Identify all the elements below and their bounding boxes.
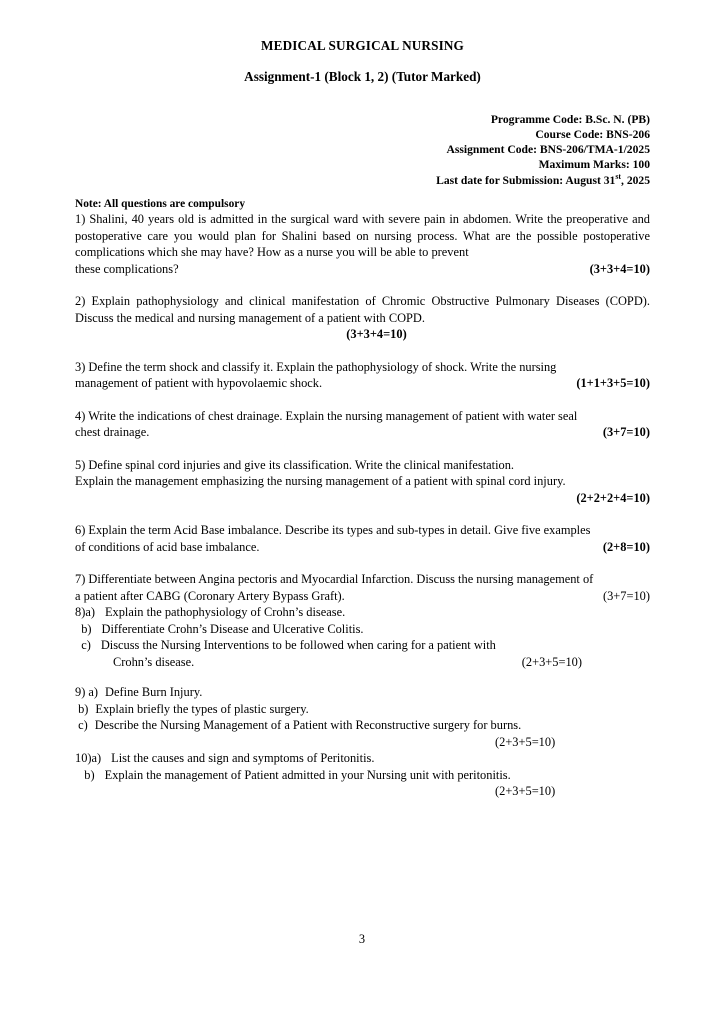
- meta-submission-ordinal: st: [615, 171, 622, 181]
- meta-maximum-marks: Maximum Marks: 100: [538, 158, 650, 172]
- question-3-body: 3) Define the term shock and classify it. Explain the pathophysiology of shock. Write the nursing: [75, 359, 557, 374]
- question-1-body: 1) Shalini, 40 years old is admitted in the surgical ward with severe pain in abdomen. Write the preoperative and postoperative care you would plan for Shalini based on nursing process. What are the possible postoperative complications which she may have? How as a nurse you will be able to prevent: [75, 212, 650, 260]
- question-9-item-b-text: Explain briefly the types of plastic surgery.: [95, 701, 309, 716]
- spacer: [75, 506, 650, 522]
- question-9-item-c-label: c): [75, 718, 88, 733]
- question-9-item-a-label: 9) a): [75, 685, 99, 700]
- question-4-marks: (3+7=10): [602, 425, 650, 440]
- question-6-line-1: 6) Explain the term Acid Base imbalance. Describe its types and sub-types in detail. Give five examples: [75, 523, 591, 538]
- question-7-line-1: 7) Differentiate between Angina pectoris and Myocardial Infarction. Discuss the nursing management of: [75, 572, 594, 587]
- question-5-line-2: Explain the management emphasizing the nursing management of a patient with spinal cord injury.: [75, 474, 566, 489]
- question-6-marks: (2+8=10): [602, 539, 650, 554]
- meta-course-code: Course Code: BNS-206: [535, 128, 650, 142]
- question-9: [75, 684, 650, 750]
- question-6: [75, 522, 650, 555]
- meta-submission-prefix: Last date for Submission: August 31: [436, 173, 616, 187]
- question-9-item-c-text: Describe the Nursing Management of a Patient with Reconstructive surgery for burns.: [94, 718, 522, 733]
- question-9-item-a-text: Define Burn Injury.: [105, 685, 203, 700]
- assignment-meta-block: [75, 112, 650, 187]
- meta-programme-code: Programme Code: B.Sc. N. (PB): [490, 113, 650, 127]
- spacer: [75, 277, 650, 293]
- question-2-body: 2) Explain pathophysiology and clinical manifestation of Chromic Obstructive Pulmonary Diseases (COPD). Discuss the medical and nursing management of a patient with COPD.: [75, 294, 650, 325]
- question-3-lastline: (1+1+3+5=10) management of patient with hypovolaemic shock.: [75, 376, 650, 391]
- question-8-continuation-line: (2+3+5=10) Crohn’s disease.: [113, 654, 582, 669]
- question-10-item-a-text: List the causes and sign and symptoms of Peritonitis.: [111, 751, 375, 766]
- question-10-marks: (2+3+5=10): [495, 784, 556, 799]
- meta-assignment-code: Assignment Code: BNS-206/TMA-1/2025: [446, 143, 650, 157]
- spacer: [75, 555, 650, 571]
- page-title: MEDICAL SURGICAL NURSING: [261, 38, 464, 53]
- compulsory-note: Note: All questions are compulsory: [75, 197, 246, 210]
- question-5-line-1: 5) Define spinal cord injuries and give its classification. Write the clinical manifestation.: [75, 457, 515, 472]
- question-8-item-a-text: Explain the pathophysiology of Crohn’s disease.: [104, 605, 346, 620]
- meta-submission-suffix: , 2025: [621, 173, 650, 187]
- question-8-item-b-label: b): [75, 621, 92, 636]
- question-7-marks: (3+7=10): [602, 588, 650, 603]
- meta-submission-date: [75, 173, 650, 188]
- question-8-item-c-label: c): [75, 638, 91, 653]
- question-9-item-c: [75, 717, 650, 734]
- question-9-item-a: [75, 684, 650, 701]
- question-1-marks: (3+3+4=10): [589, 261, 650, 276]
- question-8-item-b: [75, 621, 650, 638]
- spacer: [75, 670, 650, 684]
- question-10: [75, 750, 650, 800]
- question-8: [75, 604, 650, 670]
- question-1: [75, 211, 650, 277]
- question-8-item-a: [75, 604, 650, 621]
- question-7: [75, 571, 650, 604]
- question-10-item-a: [75, 750, 650, 767]
- page-number: 3: [358, 932, 366, 946]
- question-8-marks: (2+3+5=10): [521, 654, 582, 669]
- question-8-item-a-label: 8)a): [75, 605, 95, 620]
- spacer: [75, 441, 650, 457]
- question-2: [75, 293, 650, 326]
- question-9-item-b: [75, 701, 650, 718]
- question-8-item-b-text: Differentiate Crohn’s Disease and Ulcerative Colitis.: [101, 621, 364, 636]
- question-2-marks: (3+3+4=10): [346, 327, 407, 342]
- question-3: [75, 359, 650, 392]
- question-6-line-2: (2+8=10) of conditions of acid base imbalance.: [75, 539, 650, 554]
- page-subtitle: Assignment-1 (Block 1, 2) (Tutor Marked): [244, 69, 481, 85]
- spacer: [75, 392, 650, 408]
- question-10-item-b-text: Explain the management of Patient admitted in your Nursing unit with peritonitis.: [104, 767, 511, 782]
- question-9-marks: (2+3+5=10): [495, 734, 556, 749]
- question-10-item-a-label: 10)a): [75, 751, 102, 766]
- question-9-item-b-label: b): [75, 701, 89, 716]
- question-5-marks: (2+2+2+4=10): [576, 490, 650, 505]
- question-4-line-1: 4) Write the indications of chest drainage. Explain the nursing management of patient with water seal: [75, 408, 578, 423]
- question-4-line-2: (3+7=10) chest drainage.: [75, 425, 650, 440]
- question-8-item-c-text: Discuss the Nursing Interventions to be followed when caring for a patient with: [100, 638, 496, 653]
- question-5: [75, 457, 650, 490]
- question-1-lastline: (3+3+4=10) these complications?: [75, 261, 650, 276]
- spacer: [75, 343, 650, 359]
- question-3-marks: (1+1+3+5=10): [576, 376, 650, 391]
- question-7-line-2: (3+7=10) a patient after CABG (Coronary Artery Bypass Graft).: [75, 588, 650, 603]
- question-10-item-b-label: b): [75, 767, 95, 782]
- question-10-item-b: [75, 767, 650, 784]
- document-content: [75, 36, 650, 800]
- question-8-item-c: [75, 637, 650, 654]
- question-4: [75, 408, 650, 441]
